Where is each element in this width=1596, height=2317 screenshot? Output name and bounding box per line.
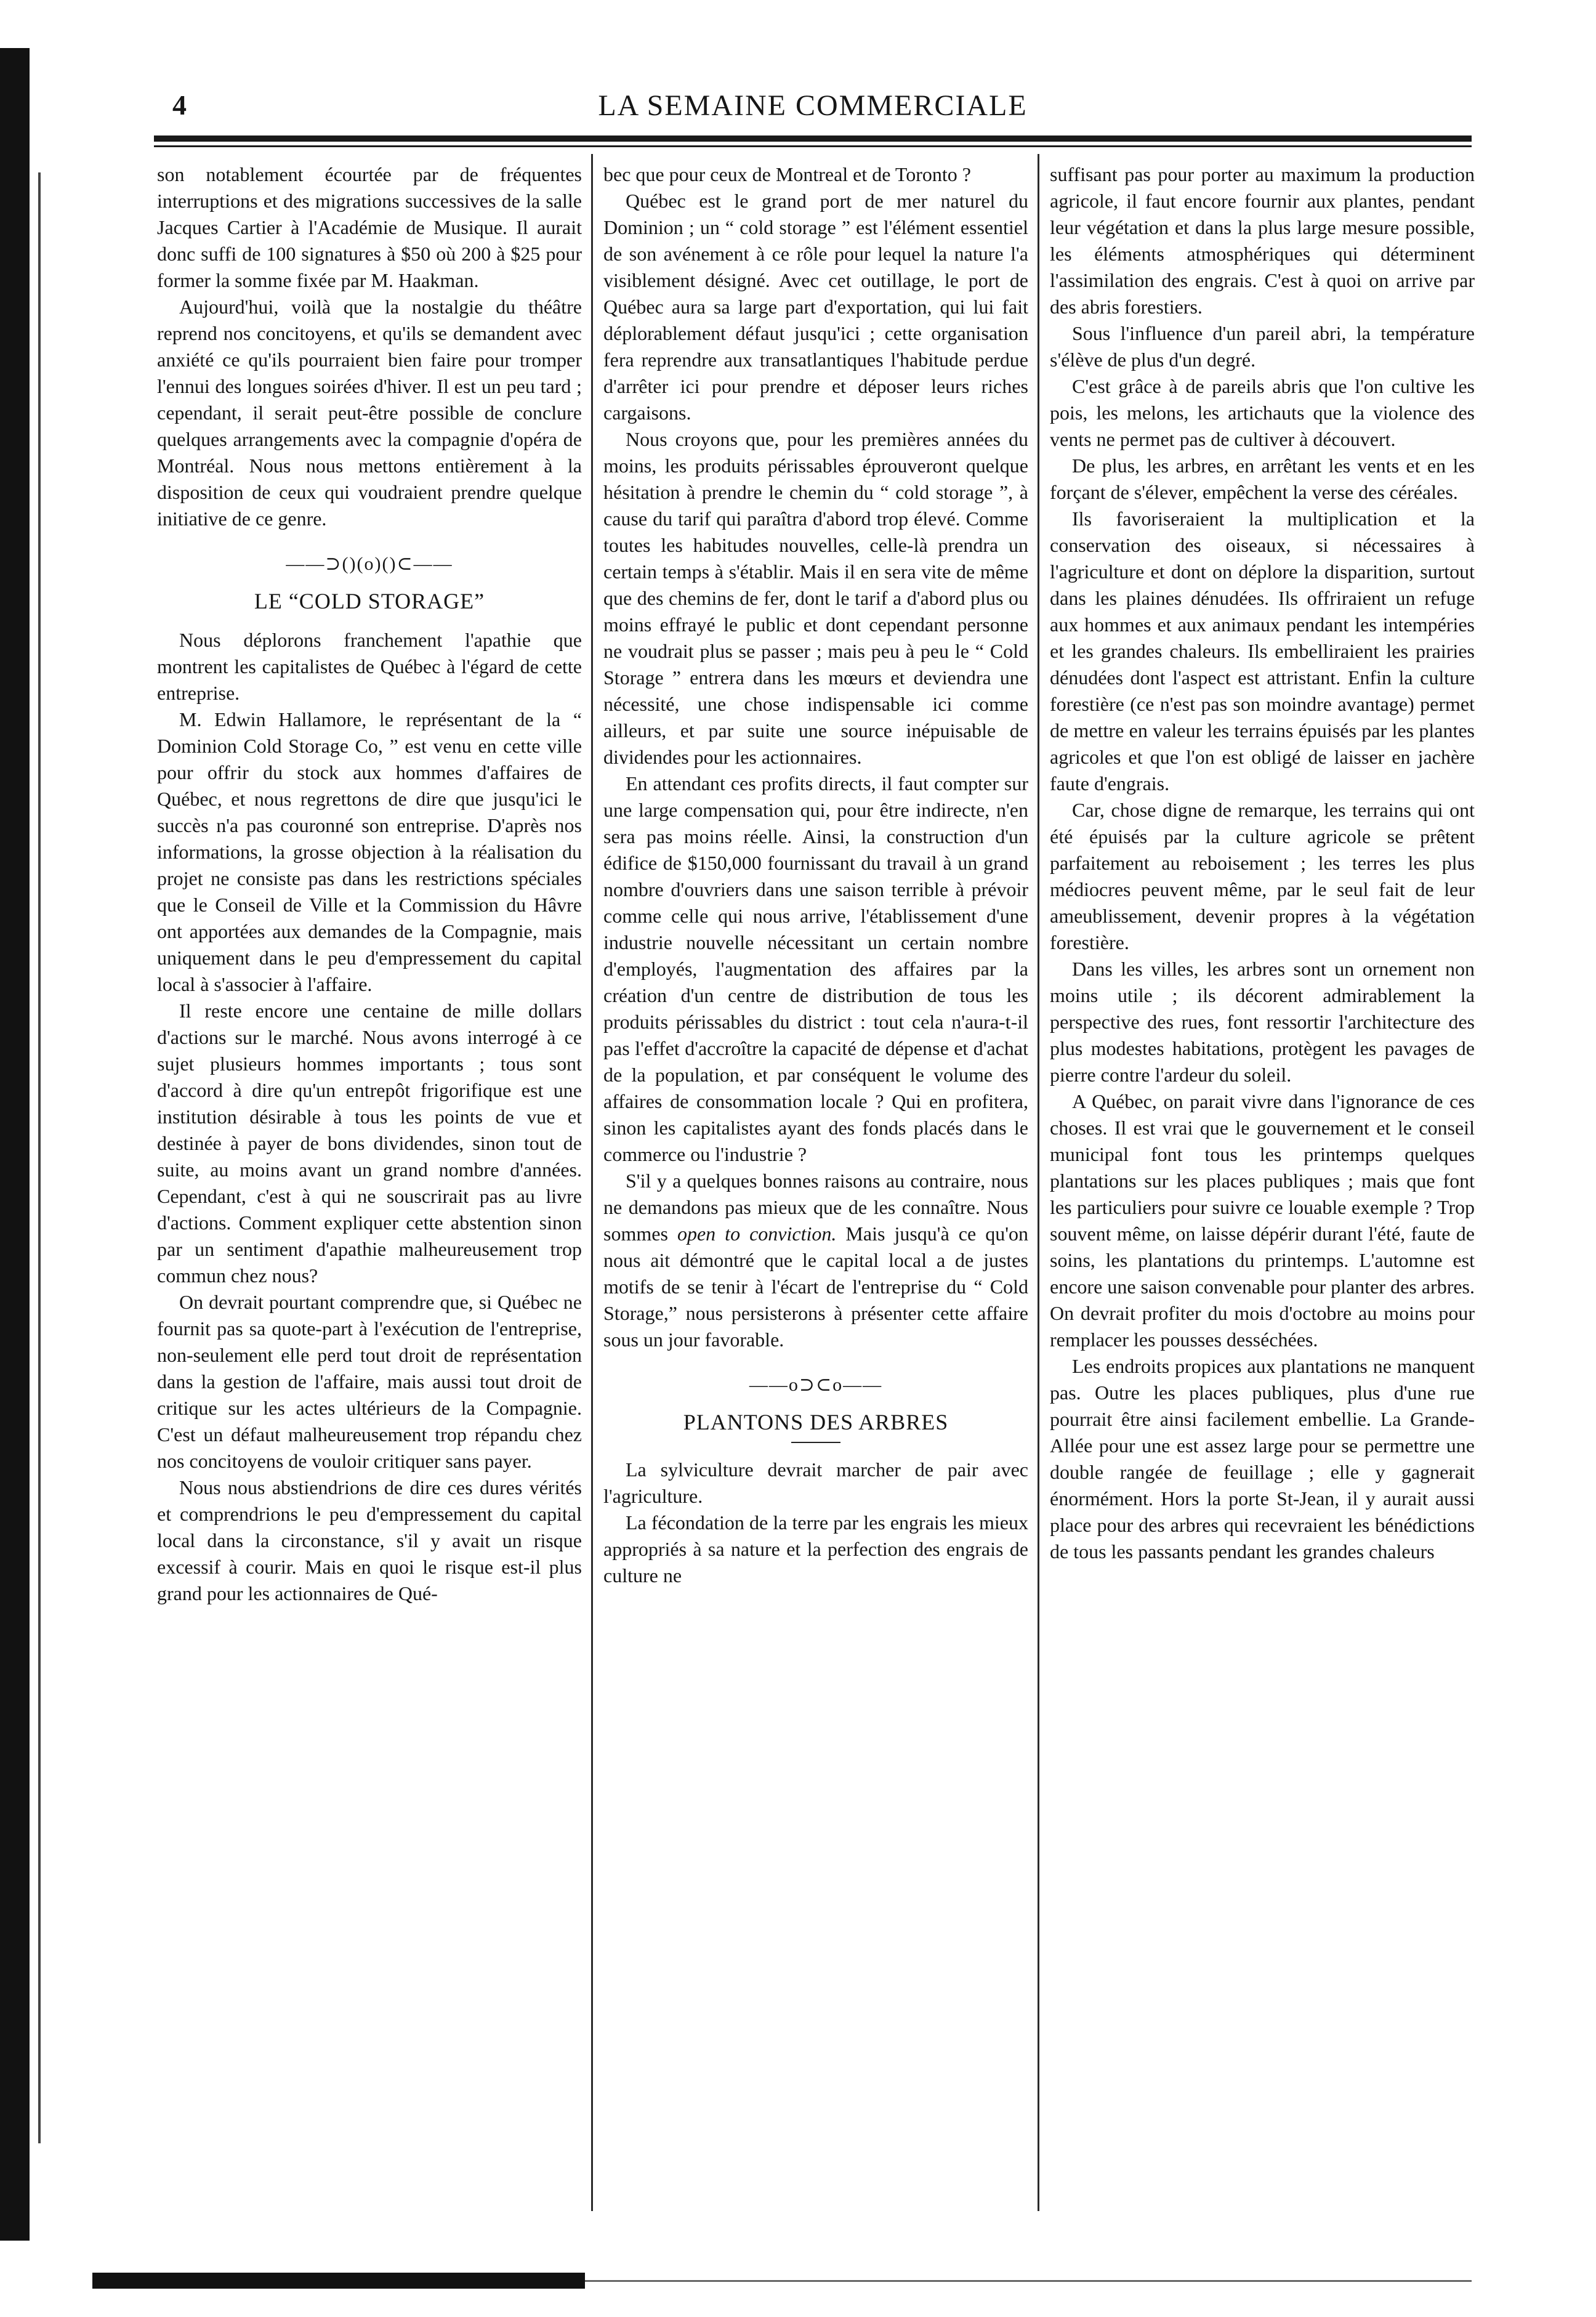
section-ornament: ——o⊃⊂o—— <box>749 1375 883 1395</box>
scan-edge-line <box>38 172 41 2143</box>
page-number: 4 <box>172 89 187 121</box>
paragraph: La fécondation de la terre par les engrais les mieux appropriés à sa nature et la perfection des engrais de culture ne <box>603 1511 1028 1587</box>
paragraph: Il reste encore une centaine de mille dollars d'actions sur le marché. Nous avons interrogé à ce sujet plusieurs hommes importants ; tous sont d'accord à dire qu'un entrepôt frigorifique est une institution désirable à tous les points de vue et destinée à payer de bons dividendes, sinon tout de suite, au moins avant un grand nombre d'années. Cependant, c'est à qui ne souscrirait pas au livre d'actions. Comment expliquer cette abstention sinon par un sentiment d'apathie malheureusement trop commun chez nous? <box>157 1000 582 1287</box>
section-heading-cold-storage: LE “COLD STORAGE” <box>254 589 485 613</box>
paragraph: Nous déplorons franchement l'apathie que montrent les capitalistes de Québec à l'égard de cette entreprise. <box>157 629 582 704</box>
paragraph: Car, chose digne de remarque, les terrains qui ont été épuisés par la culture agricole se prêtent parfaitement au reboisement ; les terres les plus médiocres peuvent même, par le seul fait de leur ameublissement, devenir propres à la végétation forestière. <box>1050 799 1475 953</box>
header-rule-thin <box>154 145 1472 147</box>
paragraph: Nous croyons que, pour les premières années du moins, les produits périssables éprouveront quelque hésitation à prendre le chemin du “ cold storage ”, à cause du tarif qui paraîtra d'abord trop élevé. Comme toutes les habitudes nouvelles, celle-là prendra un certain temps à s'établir. Mais il en sera vite de même que des chemins de fer, dont le tarif a d'abord plus ou moins effrayé le public et dont cependant personne ne voudrait plus se passer ; mais peu à peu le “ Cold Storage ” entrera dans les mœurs et deviendra une nécessité, une chose indispensable ici comme ailleurs, et par suite une source inépuisable de dividendes pour les actionnaires. <box>603 428 1028 768</box>
paragraph: On devrait pourtant comprendre que, si Québec ne fournit pas sa quote-part à l'exécution de l'entreprise, non-seulement elle perd tout droit de représentation dans la gestion de l'affaire, mais aussi tout droit de critique sur les actes ultérieurs de la Compagnie. C'est un défaut malheureusement trop répandu chez nos concitoyens de vouloir critiquer sans payer. <box>157 1291 582 1472</box>
masthead-title: LA SEMAINE COMMERCIALE <box>598 89 1028 122</box>
paragraph: Dans les villes, les arbres sont un ornement non moins utile ; ils décorent admirablement la perspective des rues, font ressortir l'architecture des plus modestes habitations, protègent les pavages de pierre contre l'ardeur du soleil. <box>1050 958 1475 1086</box>
section-ornament: ——⊃()(o)()⊂—— <box>286 554 453 574</box>
column-divider-2 <box>1038 154 1039 2211</box>
paragraph: De plus, les arbres, en arrêtant les vents et en les forçant de s'élever, empêchent la verse des céréales. <box>1050 455 1475 503</box>
paragraph: S'il y a quelques bonnes raisons au contraire, nous ne demandons pas mieux que de les connaître. Nous sommes open to conviction. Mais jusqu'à ce qu'on nous ait démontré que le capital local a de justes motifs de se tenir à l'écart de l'entreprise du “ Cold Storage,” nous persisterons à présenter cette affaire sous un jour favorable. <box>603 1170 1029 1351</box>
scan-edge-bottom <box>92 2273 585 2289</box>
column-divider-1 <box>591 154 593 2211</box>
paragraph: La sylviculture devrait marcher de pair avec l'agriculture. <box>603 1458 1028 1507</box>
paragraph: son notablement écourtée par de fréquentes interruptions et des migrations successives de la salle Jacques Cartier à l'Académie de Musique. Il aurait donc suffi de 100 signatures à $50 où 200 à $25 pour former la somme fixée par M. Haakman. <box>157 163 582 291</box>
italic-phrase: open to conviction. <box>677 1223 837 1245</box>
paragraph: En attendant ces profits directs, il faut compter sur une large compensation qui, pour être indirecte, n'en sera pas moins réelle. Ainsi, la construction d'un édifice de $150,000 fournissant du travail à un grand nombre d'ouvriers dans une saison terrible à prévoir comme celle qui nous arrive, l'établissement d'une industrie nouvelle nécessitant un certain nombre d'employés, l'augmentation des affaires par la création d'un centre de distribution de tous les produits périssables du district : tout cela n'aura-t-il pas l'effet d'accroître la capacité de dépense et d'achat de la population, et par conséquent le volume des affaires de consommation locale ? Qui en profitera, sinon les capitalistes ayant des fonds placés dans le commerce ou l'industrie ? <box>603 772 1028 1165</box>
header-rule-thick <box>154 135 1472 142</box>
paragraph: suffisant pas pour porter au maximum la production agricole, il faut encore fournir aux plantes, pendant leur végétation et dans la plus large mesure possible, les éléments atmosphériques qui déterminent l'assimilation des engrais. C'est à quoi on arrive par des abris forestiers. <box>1050 163 1475 318</box>
paragraph: Québec est le grand port de mer naturel du Dominion ; un “ cold storage ” est l'élément essentiel de son avénement à ce rôle pour lequel la nature l'a visiblement désigné. Avec cet outillage, le port de Québec aura sa large part d'exportation, qui lui fait déplorablement défaut jusqu'ici ; cette organisation fera reprendre aux transatlantiques l'habitude perdue d'arrêter ici pour prendre et déposer leurs riches cargaisons. <box>603 190 1028 424</box>
paragraph: Ils favoriseraient la multiplication et la conservation des oiseaux, si nécessaires à l'agriculture et dont on déplore la disparition, surtout dans les plaines dénudées. Ils offriraient un refuge aux hommes et aux animaux pendant les intempéries et les grandes chaleurs. Ils embelliraient les prairies dénudées dont l'aspect est attristant. Enfin la culture forestière (ce n'est pas son moindre avantage) permet de mettre en valeur les terrains épuisés par les plantes agricoles et que l'on est obligé de laisser en jachère faute d'engrais. <box>1050 507 1475 795</box>
paragraph: C'est grâce à de pareils abris que l'on cultive les pois, les melons, les artichauts que la violence des vents ne permet pas de cultiver à découvert. <box>1050 375 1475 450</box>
paragraph: A Québec, on parait vivre dans l'ignorance de ces choses. Il est vrai que le gouvernement et le conseil municipal font tous les printemps quelques plantations sur les places publiques ; mais que font les particuliers pour suivre ce louable exemple ? Trop souvent même, on laisse dépérir durant l'été, faute de soins, les plantations du printemps. L'automne est encore une saison convenable pour planter des arbres. On devrait profiter du mois d'octobre au moins pour remplacer les pousses desséchées. <box>1050 1090 1475 1351</box>
heading-rule <box>791 1442 840 1443</box>
paragraph: Sous l'influence d'un pareil abri, la température s'élève de plus d'un degré. <box>1050 322 1475 371</box>
scan-edge-left <box>0 48 30 2241</box>
column-2 <box>603 161 1028 1589</box>
paragraph: Les endroits propices aux plantations ne manquent pas. Outre les places publiques, plus d'une rue pourrait être ainsi facilement embellie. La Grande-Allée pour une est assez large pour se permettre une double rangée de feuillage ; elle y gagnerait énormément. Hors la porte St-Jean, il y aurait aussi place pour des arbres qui recevraient les bénédictions de tous les passants pendant les grandes chaleurs <box>1050 1355 1475 1563</box>
column-1 <box>157 161 582 1607</box>
column-3 <box>1050 161 1475 1565</box>
section-heading-plantons: PLANTONS DES ARBRES <box>683 1410 949 1434</box>
paragraph: Nous nous abstiendrions de dire ces dures vérités et comprendrions le peu d'empressement du capital local dans la circonstance, s'il y avait un risque excessif à courir. Mais en quoi le risque est-il plus grand pour les actionnaires de Qué- <box>157 1476 582 1604</box>
paragraph: bec que pour ceux de Montreal et de Toronto ? <box>603 163 971 185</box>
paragraph: M. Edwin Hallamore, le représentant de la “ Dominion Cold Storage Co, ” est venu en cette ville pour offrir du stock aux hommes d'affaires de Québec, et nous regrettons de dire que jusqu'ici le succès n'a pas couronné son entreprise. D'après nos informations, la grosse objection à la réalisation du projet ne consiste pas dans les restrictions spéciales que le Conseil de Ville et la Commission du Hâvre ont apportées aux demandes de la Compagnie, mais uniquement dans le peu d'empressement du capital local à s'associer à l'affaire. <box>157 708 582 995</box>
page-header <box>154 86 1472 129</box>
scan-edge-bottom-line <box>585 2280 1472 2282</box>
paragraph: Aujourd'hui, voilà que la nostalgie du théâtre reprend nos concitoyens, et qu'ils se demandent avec anxiété ce qu'ils pourraient bien faire pour tromper l'ennui des longues soirées d'hiver. Il est un peu tard ; cependant, il serait peut-être possible de conclure quelques arrangements avec la compagnie d'opéra de Montréal. Nous nous mettons entièrement à la disposition de ceux qui voudraient prendre quelque initiative de ce genre. <box>157 296 582 530</box>
